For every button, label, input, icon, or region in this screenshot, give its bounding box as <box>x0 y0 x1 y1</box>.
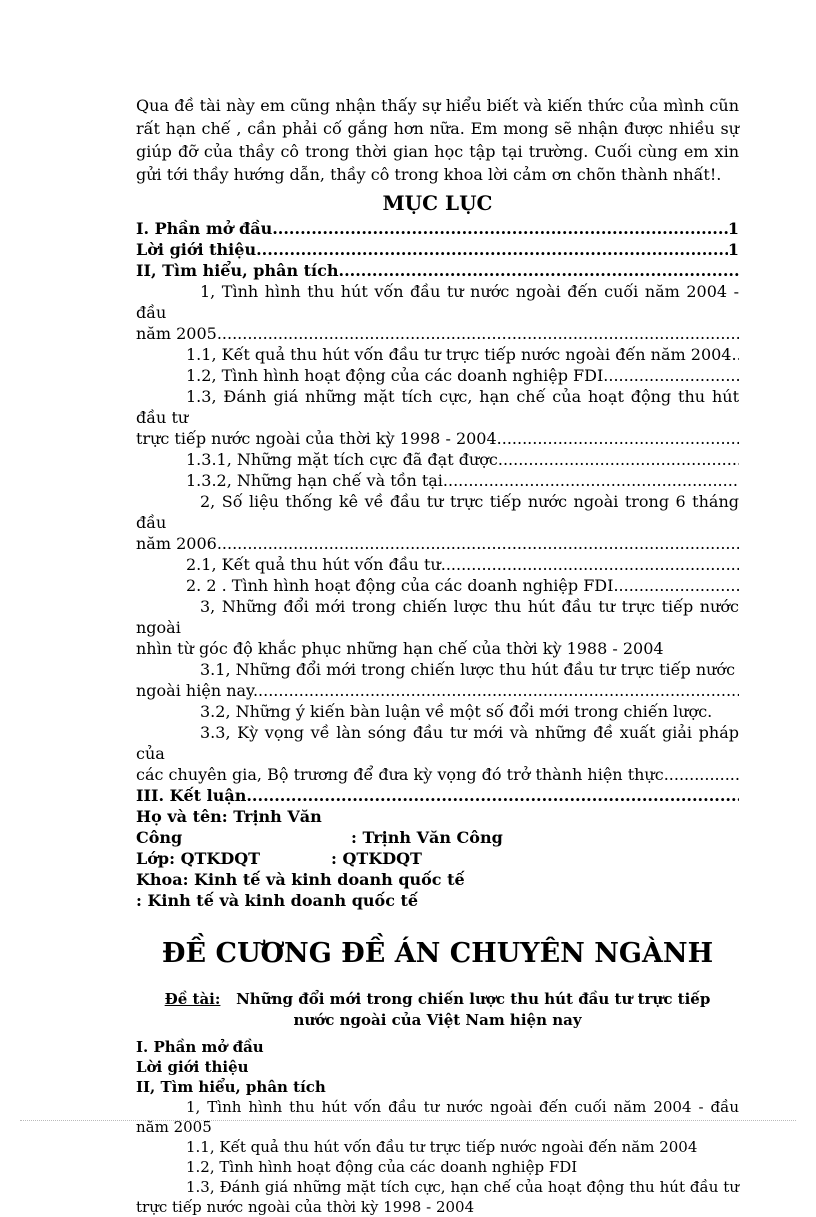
toc-section-3-3: 3.3, Kỳ vọng về làn sóng đầu tư mới và những đề xuất giải pháp của các chuyên gia, Bộ trương để đưa kỳ vọng đó trở thành hiện thực ..... <box>136 722 739 785</box>
toc-part-1: I. Phần mở đầu ..... 1 <box>136 218 739 239</box>
toc-section-2: 2, Số liệu thống kê về đầu tư trực tiếp nước ngoài trong 6 tháng đầu năm 2006 ..... <box>136 491 739 554</box>
toc-part-3: III. Kết luận ..... <box>136 785 739 806</box>
toc-section-2-1: 2.1, Kết quả thu hút vốn đầu tư ..... <box>136 554 739 575</box>
faculty-line: Khoa: Kinh tế và kinh doanh quốc tế: Kinh tế và kinh doanh quốc tế <box>136 870 465 910</box>
toc-title: MỤC LỤC <box>382 191 493 215</box>
toc-section-2-2: 2. 2 . Tình hình hoạt động của các doanh nghiệp FDI ..... <box>136 575 739 596</box>
student-info <box>136 806 739 911</box>
toc-section-1-3-2: 1.3.2, Những hạn chế và tồn tại. ..... <box>136 470 739 491</box>
name-line: Họ và tên: Trịnh Văn Công : Trịnh Văn Công <box>136 807 503 847</box>
outline-section-1: 1, Tình hình thu hút vốn đầu tư nước ngoài đến cuối năm 2004 - đầu năm 2005 <box>136 1098 739 1136</box>
toc-section-3-1: 3.1, Những đổi mới trong chiến lược thu hút đầu tư trực tiếp nước ngoài hiện nay. ..... <box>136 659 739 701</box>
intro-paragraph: Qua đề tài này em cũng nhận thấy sự hiểu biết và kiến thức của mình cũn rất hạn chế , cần phải cố gắng hơn nữa. Em mong sẽ nhận được nhiều sự giúp đỡ của thầy cô trong thời gian học tập tại trường. Cuối cùng em xin gửi tới thầy hướng dẫn, thầy cô trong khoa lời cảm ơn chõn thành nhất!. <box>136 96 739 184</box>
toc-section-3-2: 3.2, Những ý kiến bàn luận về một số đổi mới trong chiến lược. <box>200 702 713 721</box>
outline-section-1-2: 1.2, Tình hình hoạt động của các doanh nghiệp FDI <box>186 1158 578 1176</box>
outline-section-1-3: 1.3, Đánh giá những mặt tích cực, hạn chế của hoạt động thu hút đầu tư trực tiếp nước ngoài của thời kỳ 1998 - 2004 <box>136 1178 739 1216</box>
outline-list <box>136 1037 739 1217</box>
outline-part-1: I. Phần mở đầu <box>136 1038 264 1056</box>
toc-part-2: II, Tìm hiểu, phân tích ..... <box>136 260 739 281</box>
outline-title: ĐỀ CƯƠNG ĐỀ ÁN CHUYÊN NGÀNH <box>161 938 714 969</box>
toc-section-1: 1, Tình hình thu hút vốn đầu tư nước ngoài đến cuối năm 2004 - đầu năm 2005 ..... <box>136 281 739 344</box>
toc-section-1-3-1: 1.3.1, Những mặt tích cực đã đạt được ..... <box>136 449 739 470</box>
outline-section-1-1: 1.1, Kết quả thu hút vốn đầu tư trực tiếp nước ngoài đến năm 2004 <box>186 1138 698 1156</box>
outline-part-2: II, Tìm hiểu, phân tích <box>136 1078 326 1096</box>
outline-intro: Lời giới thiệu <box>136 1058 249 1076</box>
class-line: Lớp: QTKDQT : QTKDQT <box>136 849 422 868</box>
topic <box>136 989 739 1031</box>
toc-intro: Lời giới thiệu ..... 1 <box>136 239 739 260</box>
topic-label: Đề tài: <box>164 990 221 1008</box>
toc-section-3: 3, Những đổi mới trong chiến lược thu hút đầu tư trực tiếp nước ngoài nhìn từ góc độ khắc phục những hạn chế của thời kỳ 1988 - 2004 <box>136 597 739 658</box>
topic-line-1: Những đổi mới trong chiến lược thu hút đầu tư trực tiếp <box>236 990 711 1008</box>
toc-section-1-1: 1.1, Kết quả thu hút vốn đầu tư trực tiếp nước ngoài đến năm 2004 ..... <box>136 344 739 365</box>
document-page <box>136 94 739 1217</box>
toc-section-1-2: 1.2, Tình hình hoạt động của các doanh nghiệp FDI ..... <box>136 365 739 386</box>
topic-line-2: nước ngoài của Việt Nam hiện nay <box>293 1011 582 1029</box>
page-bottom-divider <box>20 1120 796 1121</box>
toc-section-1-3: 1.3, Đánh giá những mặt tích cực, hạn chế của hoạt động thu hút đầu tư trực tiếp nước ngoài của thời kỳ 1998 - 2004 ..... <box>136 386 739 449</box>
